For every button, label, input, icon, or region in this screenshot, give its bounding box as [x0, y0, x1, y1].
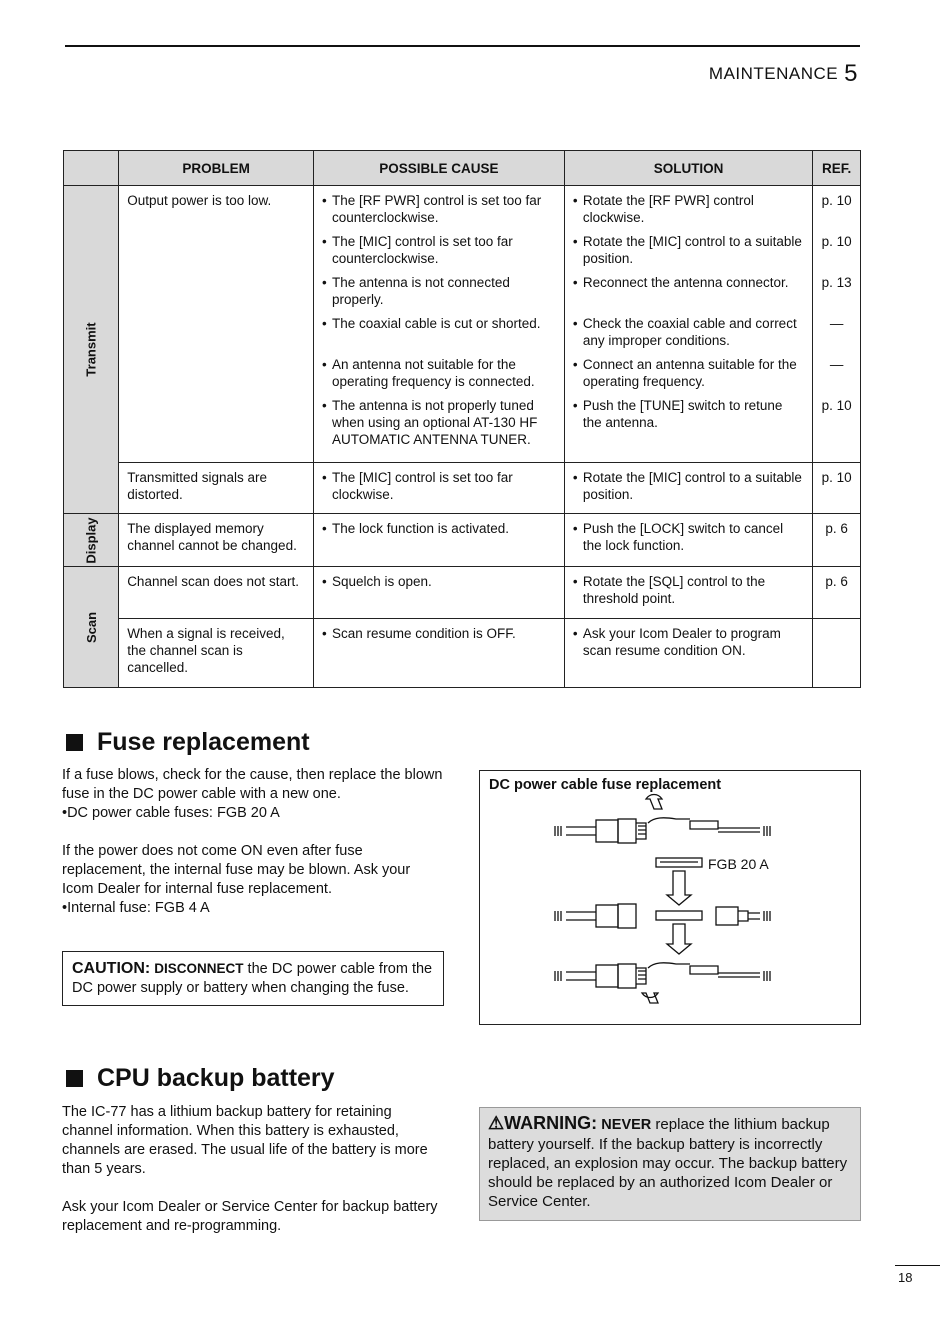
cause-text: The [MIC] control is set too far clockwise.: [331, 470, 513, 502]
solution-text: Push the [LOCK] switch to cancel the lock function.: [582, 521, 784, 553]
warning-bold: NEVER: [601, 1117, 652, 1133]
page-number: 18: [898, 1270, 913, 1285]
solution-text: Reconnect the antenna connector.: [582, 275, 789, 290]
fuse-item2-text: •Internal fuse: FGB 4 A: [62, 900, 210, 916]
solution-text: Rotate the [MIC] control to a suitable position.: [582, 234, 802, 266]
cause-text: The coaxial cable is cut or shorted.: [331, 316, 541, 331]
header-section: MAINTENANCE: [708, 64, 839, 83]
solution-cell: [564, 186, 812, 463]
solution-text: Ask your Icom Dealer to program scan resume condition ON.: [582, 626, 781, 659]
ref-text: p. 10: [821, 398, 852, 413]
table-row: [64, 186, 861, 463]
battery-paragraph-1: The IC-77 has a lithium backup battery for retaining channel information. When this battery is exhausted, channels are erased. The usual life of the battery is more than 5 years.: [62, 1104, 428, 1177]
cause-text: The antenna is not properly tuned when using an optional AT-130 HF AUTOMATIC ANTENNA TUNER.: [331, 398, 538, 447]
cause-cell: • The [MIC] control is set too far clockwise.: [313, 463, 564, 514]
cause-cell: [313, 186, 564, 463]
solution-item: • Push the [TUNE] switch to retune the antenna.: [573, 397, 804, 454]
solution-text: Rotate the [MIC] control to a suitable position.: [582, 470, 802, 502]
battery-heading: [66, 1064, 335, 1093]
warning-text: replace the lithium backup battery yourself. If the backup battery is incorrectly replaced, an explosion may occur. The backup battery should be replaced by an authorized Icom Dealer or Service Center.: [488, 1116, 848, 1210]
fuse-rating-label: FGB 20 A: [708, 856, 769, 872]
section-square-icon: [66, 734, 83, 751]
cable-end-left-3: [555, 964, 646, 988]
fuse-para1-text: If a fuse blows, check for the cause, then replace the blown fuse in the DC power cable with a new one.: [62, 767, 443, 802]
cause-item: • An antenna not suitable for the operating frequency is connected.: [322, 356, 556, 397]
fuse-heading-text: Fuse replacement: [97, 728, 310, 756]
ref-text: —: [829, 357, 844, 372]
solution-text: Push the [TUNE] switch to retune the antenna.: [582, 398, 783, 430]
table-header-row: [64, 151, 861, 186]
cause-cell: • Scan resume condition is OFF.: [313, 619, 564, 688]
problem-cell: Transmitted signals are distorted.: [119, 463, 314, 514]
cause-item: • The [RF PWR] control is set too far counterclockwise.: [322, 192, 556, 233]
cause-text: Squelch is open.: [331, 574, 432, 589]
ref-cell: p. 6: [813, 567, 861, 619]
caution-text: the DC power cable from the DC power supply or battery when changing the fuse.: [72, 961, 433, 996]
cause-text: The antenna is not connected properly.: [331, 275, 510, 307]
cause-item: • The coaxial cable is cut or shorted.: [322, 315, 556, 356]
pull-arrow-1: [648, 818, 690, 823]
header-chapter-number: 5: [844, 60, 858, 87]
cause-text: The [RF PWR] control is set too far counterclockwise.: [331, 193, 542, 225]
fuse-diagram-box: [479, 770, 861, 1025]
cause-item: • The antenna is not properly tuned when using an optional AT-130 HF AUTOMATIC ANTENNA TUNER.: [322, 397, 556, 454]
cause-item: • The antenna is not connected properly.: [322, 274, 556, 315]
cause-text: An antenna not suitable for the operating frequency is connected.: [331, 357, 535, 389]
header-solution: SOLUTION: [564, 151, 812, 186]
caution-title: CAUTION:: [72, 960, 151, 977]
page-header: [709, 60, 858, 88]
problem-cell: Channel scan does not start.: [119, 567, 314, 619]
fuse-diagram-title: DC power cable fuse replacement: [489, 777, 722, 793]
cause-item: • The [MIC] control is set too far counterclockwise.: [322, 233, 556, 274]
solution-item: • Reconnect the antenna connector.: [573, 274, 804, 315]
table-row: [64, 463, 861, 514]
table-row: [64, 619, 861, 688]
ref-text: —: [829, 316, 844, 331]
problem-cell: Output power is too low.: [119, 186, 314, 463]
ref-cell: p. 10: [813, 463, 861, 514]
troubleshooting-table: [63, 150, 861, 688]
solution-item: • Connect an antenna suitable for the operating frequency.: [573, 356, 804, 397]
cause-cell: • Squelch is open.: [313, 567, 564, 619]
solution-cell: • Ask your Icom Dealer to program scan resume condition ON.: [564, 619, 812, 688]
push-arrow: [648, 963, 690, 968]
twist-arrow-top: [646, 795, 662, 810]
problem-cell: The displayed memory channel cannot be changed.: [119, 514, 314, 567]
ref-text: p. 10: [821, 234, 852, 249]
down-arrow-1: [667, 871, 691, 905]
cable-right-3: [718, 973, 760, 977]
cable-right-1: [718, 828, 760, 832]
caution-bold: DISCONNECT: [154, 961, 244, 976]
cable-end-right-2: [716, 907, 770, 925]
cause-text: The lock function is activated.: [331, 521, 510, 536]
fuse-paragraph-2: [62, 842, 444, 918]
ref-text: p. 13: [821, 275, 852, 290]
fuse-paragraph-1: [62, 766, 444, 823]
ref-cell: p. 6: [813, 514, 861, 567]
solution-item: • Rotate the [MIC] control to a suitable position.: [573, 233, 804, 274]
page-number-rule: [895, 1265, 940, 1266]
section-square-icon: [66, 1070, 83, 1087]
category-label: Display: [83, 516, 99, 564]
solution-text: Connect an antenna suitable for the operating frequency.: [582, 357, 797, 389]
category-display: [64, 514, 119, 567]
down-arrow-2: [667, 924, 691, 954]
category-label: Scan: [83, 611, 99, 643]
solution-item: • Rotate the [RF PWR] control clockwise.: [573, 192, 804, 233]
fuse-diagram: [480, 771, 860, 1024]
ref-cell: [813, 186, 861, 463]
table-row: [64, 514, 861, 567]
fuse-para2-text: If the power does not come ON even after fuse replacement, the internal fuse may be blown. Ask your Icom Dealer for internal fuse replacement.: [62, 843, 411, 897]
battery-paragraph-2: Ask your Icom Dealer or Service Center for backup battery replacement and re-programming.: [62, 1199, 438, 1234]
solution-cell: • Rotate the [SQL] control to the threshold point.: [564, 567, 812, 619]
caution-box: [62, 951, 444, 1006]
cause-text: Scan resume condition is OFF.: [331, 626, 516, 642]
solution-cell: • Rotate the [MIC] control to a suitable position.: [564, 463, 812, 514]
header-category: [64, 151, 119, 186]
top-rule: [65, 45, 860, 47]
header-problem: PROBLEM: [119, 151, 314, 186]
category-scan: [64, 567, 119, 688]
solution-item: • Check the coaxial cable and correct any improper conditions.: [573, 315, 804, 356]
solution-text: Rotate the [RF PWR] control clockwise.: [582, 193, 754, 225]
category-transmit: [64, 186, 119, 514]
fuse-symbol-2: [656, 911, 702, 920]
table-row: [64, 567, 861, 619]
battery-heading-text: CPU backup battery: [97, 1064, 335, 1092]
solution-text: Check the coaxial cable and correct any improper conditions.: [582, 316, 797, 348]
category-label: Transmit: [83, 322, 99, 377]
warning-box: [479, 1107, 861, 1221]
cause-text: The [MIC] control is set too far counterclockwise.: [331, 234, 513, 266]
solution-cell: • Push the [LOCK] switch to cancel the lock function.: [564, 514, 812, 567]
ref-text: p. 10: [821, 193, 852, 208]
cause-cell: • The lock function is activated.: [313, 514, 564, 567]
cable-end-left-1: [555, 819, 646, 843]
warning-title: ⚠WARNING:: [488, 1113, 598, 1133]
ref-cell: [813, 619, 861, 688]
twist-arrow-bottom: [642, 993, 658, 1003]
header-cause: POSSIBLE CAUSE: [313, 151, 564, 186]
cable-end-left-2: [555, 904, 636, 928]
solution-text: Rotate the [SQL] control to the threshold point.: [582, 574, 766, 606]
fuse-item1-text: •DC power cable fuses: FGB 20 A: [62, 805, 280, 821]
problem-cell: When a signal is received, the channel scan is cancelled.: [119, 619, 314, 688]
fuse-heading: [66, 728, 310, 757]
header-ref: REF.: [813, 151, 861, 186]
